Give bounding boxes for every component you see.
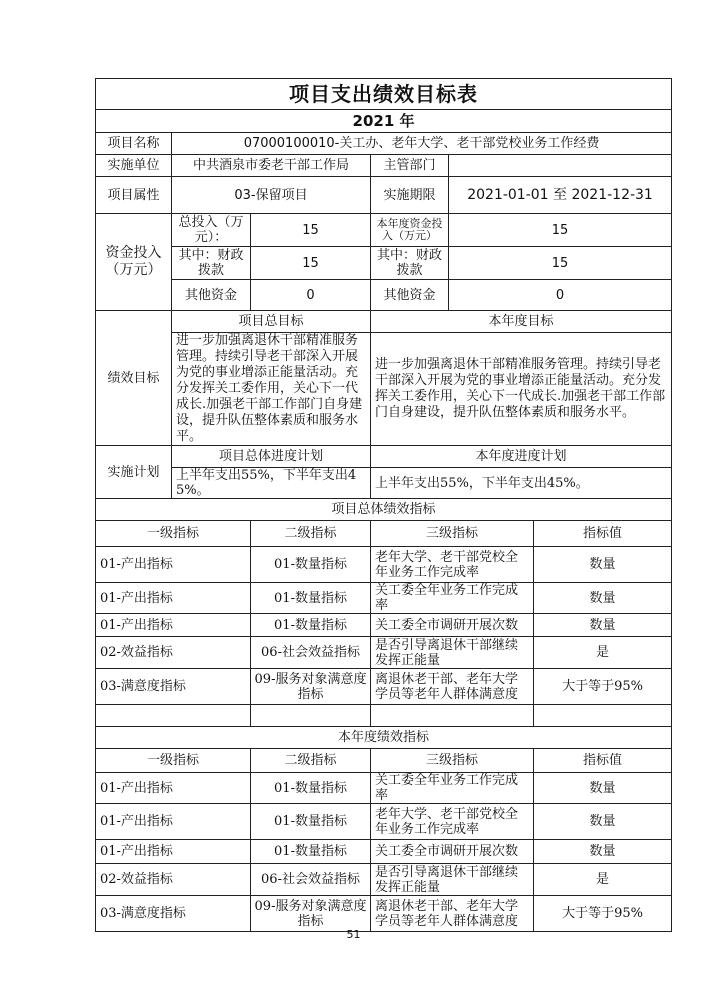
year-header-level1: 一级指标	[96, 749, 251, 773]
table-row	[96, 773, 672, 804]
table-row	[96, 804, 672, 840]
year-header-value: 指标值	[534, 749, 672, 773]
indicator-level2: 01-数量指标	[251, 840, 371, 864]
goals-total-header: 项目总目标	[172, 311, 371, 333]
indicator-level3: 关工委全市调研开展次数	[371, 840, 534, 864]
project-name-label: 项目名称	[96, 133, 172, 155]
table-row	[96, 840, 672, 864]
funds-year-fiscal-label: 其中：财政拨款	[371, 247, 449, 280]
indicator-level1: 01-产出指标	[96, 583, 251, 614]
period-label: 实施期限	[371, 177, 449, 214]
goals-year-header: 本年度目标	[371, 311, 672, 333]
goals-label: 绩效目标	[96, 311, 172, 446]
indicator-level2: 09-服务对象满意度指标	[251, 896, 371, 932]
unit-value: 中共酒泉市委老干部工作局	[172, 155, 371, 177]
indicator-value: 是	[534, 637, 672, 669]
indicator-level3: 是否引导离退休干部继续发挥正能量	[371, 637, 534, 669]
attr-value: 03-保留项目	[172, 177, 371, 214]
funds-total-value: 15	[251, 214, 371, 247]
period-value: 2021-01-01 至 2021-12-31	[449, 177, 672, 214]
dept-value	[449, 155, 672, 177]
indicator-level2: 01-数量指标	[251, 583, 371, 614]
page-number: 51	[346, 928, 361, 941]
indicator-level3: 关工委全年业务工作完成率	[371, 583, 534, 614]
indicator-level2: 01-数量指标	[251, 614, 371, 637]
plan-year-text: 上半年支出55%，下半年支出45%。	[371, 468, 672, 499]
indicator-value: 数量	[534, 773, 672, 804]
project-name-value: 07000100010-关工办、老年大学、老干部党校业务工作经费	[172, 133, 672, 155]
table-row	[96, 637, 672, 669]
indicator-level2: 01-数量指标	[251, 547, 371, 583]
indicator-level3: 离退休老干部、老年大学学员等老年人群体满意度	[371, 669, 534, 705]
indicator-value: 大于等于95%	[534, 669, 672, 705]
indicator-level1: 02-效益指标	[96, 637, 251, 669]
indicator-level1: 03-满意度指标	[96, 669, 251, 705]
empty-row	[96, 705, 672, 727]
table-title: 项目支出绩效目标表	[96, 79, 672, 110]
funds-other-label: 其他资金	[172, 280, 251, 311]
goals-year-text: 进一步加强离退休干部精准服务管理。持续引导老干部深入开展为党的事业增添正能量活动。充分发挥关工委作用，关心下一代成长.加强老干部工作部门自身建设，提升队伍整体素质和服务水平。	[371, 333, 672, 446]
funds-other-value: 0	[251, 280, 371, 311]
indicator-value: 数量	[534, 583, 672, 614]
indicator-level1: 01-产出指标	[96, 547, 251, 583]
indicator-value: 数量	[534, 840, 672, 864]
plan-total-header: 项目总体进度计划	[172, 446, 371, 468]
funds-total-label: 总投入（万元）：	[172, 214, 251, 247]
year-indicators-title: 本年度绩效指标	[96, 727, 672, 749]
total-header-level1: 一级指标	[96, 521, 251, 547]
indicator-level3: 老年大学、老干部党校全年业务工作完成率	[371, 547, 534, 583]
goals-total-text: 进一步加强离退休干部精准服务管理。持续引导老干部深入开展为党的事业增添正能量活动。充分发挥关工委作用，关心下一代成长.加强老干部工作部门自身建设，提升队伍整体素质和服务水平。	[172, 333, 371, 446]
plan-year-header: 本年度进度计划	[371, 446, 672, 468]
indicator-level1: 02-效益指标	[96, 864, 251, 896]
total-indicators-title: 项目总体绩效指标	[96, 499, 672, 521]
indicator-level3: 老年大学、老干部党校全年业务工作完成率	[371, 804, 534, 840]
indicator-level3: 是否引导离退休干部继续发挥正能量	[371, 864, 534, 896]
year-header-level3: 三级指标	[371, 749, 534, 773]
plan-label: 实施计划	[96, 446, 172, 499]
funds-fiscal-value: 15	[251, 247, 371, 280]
indicator-level1: 01-产出指标	[96, 773, 251, 804]
indicator-value: 数量	[534, 547, 672, 583]
table-row	[96, 669, 672, 705]
table-row	[96, 864, 672, 896]
indicator-level3: 关工委全市调研开展次数	[371, 614, 534, 637]
indicator-value: 大于等于95%	[534, 896, 672, 932]
indicator-level1: 01-产出指标	[96, 614, 251, 637]
indicator-level1: 01-产出指标	[96, 840, 251, 864]
total-header-level2: 二级指标	[251, 521, 371, 547]
unit-label: 实施单位	[96, 155, 172, 177]
indicator-level3: 离退休老干部、老年大学学员等老年人群体满意度	[371, 896, 534, 932]
funds-year-total-label: 本年度资金投入（万元）	[371, 214, 449, 247]
indicator-level3: 关工委全年业务工作完成率	[371, 773, 534, 804]
funds-label: 资金投入（万元）	[96, 214, 172, 311]
indicator-value: 数量	[534, 804, 672, 840]
indicator-level2: 09-服务对象满意度指标	[251, 669, 371, 705]
funds-year-fiscal-value: 15	[449, 247, 672, 280]
year-label: 2021 年	[96, 110, 672, 133]
year-header-level2: 二级指标	[251, 749, 371, 773]
table-row	[96, 614, 672, 637]
plan-total-text: 上半年支出55%，下半年支出45%。	[172, 468, 371, 499]
indicator-level1: 01-产出指标	[96, 804, 251, 840]
indicator-level2: 06-社会效益指标	[251, 637, 371, 669]
funds-fiscal-label: 其中：财政拨款	[172, 247, 251, 280]
indicator-level2: 01-数量指标	[251, 773, 371, 804]
total-header-level3: 三级指标	[371, 521, 534, 547]
performance-target-sheet	[95, 78, 671, 932]
performance-target-table	[95, 78, 672, 932]
table-row	[96, 583, 672, 614]
table-row	[96, 896, 672, 932]
total-header-value: 指标值	[534, 521, 672, 547]
indicator-value: 数量	[534, 614, 672, 637]
indicator-level2: 01-数量指标	[251, 804, 371, 840]
dept-label: 主管部门	[371, 155, 449, 177]
indicator-level1: 03-满意度指标	[96, 896, 251, 932]
attr-label: 项目属性	[96, 177, 172, 214]
funds-year-other-value: 0	[449, 280, 672, 311]
indicator-value: 是	[534, 864, 672, 896]
table-row	[96, 547, 672, 583]
funds-year-other-label: 其他资金	[371, 280, 449, 311]
indicator-level2: 06-社会效益指标	[251, 864, 371, 896]
funds-year-total-value: 15	[449, 214, 672, 247]
